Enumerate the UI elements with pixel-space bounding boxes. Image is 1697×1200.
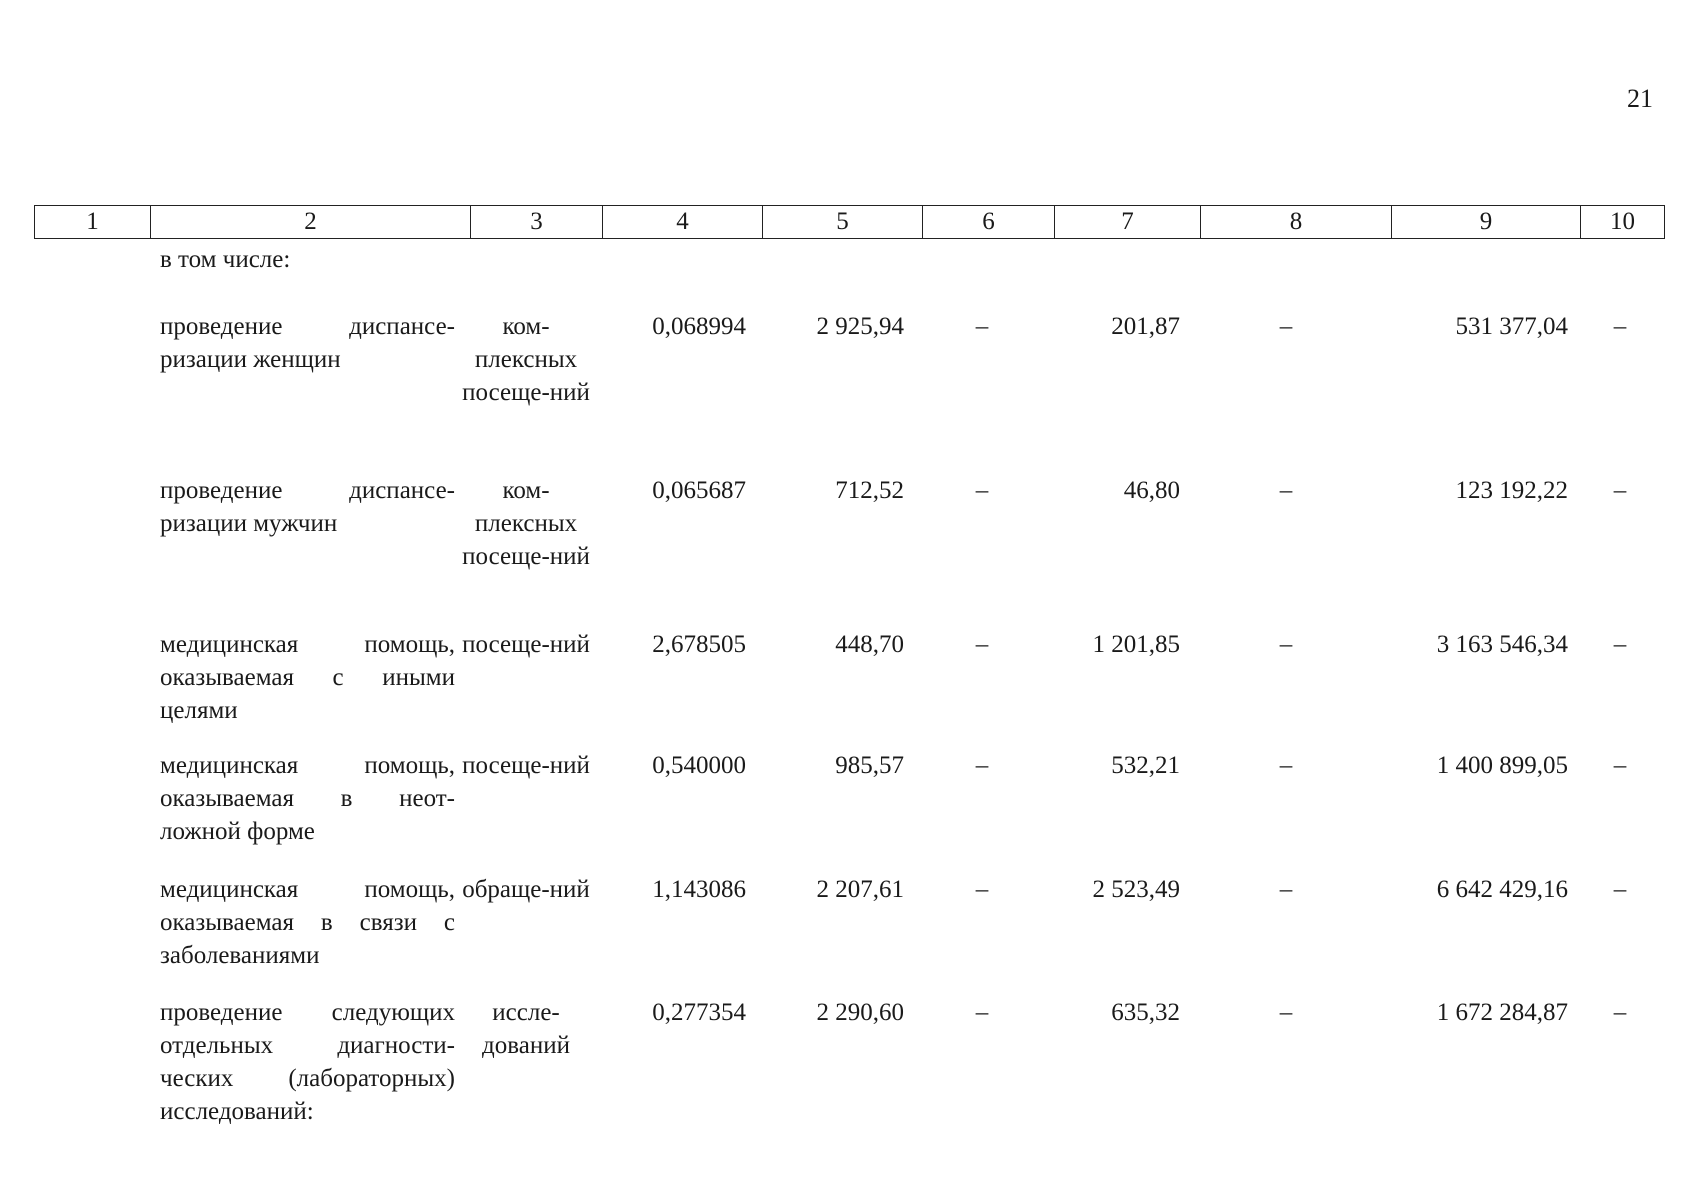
row-unit: обраще-ний [462, 876, 590, 903]
row-name: проведение диспансе-ризации женщин [160, 313, 455, 373]
row-value-col5: 985,57 [835, 752, 904, 779]
row-value-col5: 2 207,61 [816, 876, 904, 903]
row-value-col8: – [1279, 999, 1293, 1026]
row-name: проведение диспансе-ризации мужчин [160, 477, 455, 537]
row-value-col8: – [1279, 752, 1293, 779]
row-value-col4: 0,540000 [652, 752, 746, 779]
row-value-col7: 2 523,49 [1092, 876, 1180, 903]
row-unit: ком-плексных посеще-ний [462, 313, 590, 406]
row-value-col7: 201,87 [1111, 313, 1180, 340]
row-unit: иссле-дований [482, 999, 570, 1059]
row-name: медицинская помощь, оказываемая в неот-ложной форме [160, 752, 455, 845]
row-value-col6: – [975, 631, 989, 658]
row-value-col4: 2,678505 [652, 631, 746, 658]
row-value-col9: 123 192,22 [1455, 477, 1568, 504]
row-value-col6: – [975, 752, 989, 779]
row-value-col9: 3 163 546,34 [1436, 631, 1568, 658]
row-value-col5: 448,70 [835, 631, 904, 658]
row-unit: посеще-ний [462, 631, 590, 658]
page-number: 21 [1627, 84, 1653, 113]
row-name: медицинская помощь, оказываемая с иными целями [160, 631, 455, 724]
row-value-col9: 531 377,04 [1455, 313, 1568, 340]
row-value-col9: 1 672 284,87 [1436, 999, 1568, 1026]
row-value-col7: 1 201,85 [1092, 631, 1180, 658]
header-col-8: 8 [1201, 206, 1392, 239]
row-value-col10: – [1613, 631, 1627, 658]
row-value-col8: – [1279, 876, 1293, 903]
row-value-col10: – [1613, 313, 1627, 340]
row-value-col7: 635,32 [1111, 999, 1180, 1026]
row-value-col9: 1 400 899,05 [1436, 752, 1568, 779]
row-value-col10: – [1613, 999, 1627, 1026]
row-value-col4: 0,065687 [652, 477, 746, 504]
row-value-col9: 6 642 429,16 [1436, 876, 1568, 903]
row-value-col5: 2 290,60 [816, 999, 904, 1026]
header-col-6: 6 [923, 206, 1055, 239]
row-value-col6: – [975, 876, 989, 903]
row-name: медицинская помощь, оказываемая в связи с заболеваниями [160, 876, 455, 969]
header-col-10: 10 [1581, 206, 1665, 239]
header-col-2: 2 [151, 206, 471, 239]
row-value-col6: – [975, 999, 989, 1026]
header-row [35, 206, 1665, 239]
row-value-col10: – [1613, 477, 1627, 504]
row-value-col8: – [1279, 313, 1293, 340]
row-value-col4: 1,143086 [652, 876, 746, 903]
row-value-col6: – [975, 477, 989, 504]
header-col-3: 3 [471, 206, 603, 239]
row-value-col4: 0,277354 [652, 999, 746, 1026]
row-value-col4: 0,068994 [652, 313, 746, 340]
row-value-col8: – [1279, 631, 1293, 658]
row-value-col5: 2 925,94 [816, 313, 904, 340]
section-subtitle: в том числе: [160, 246, 291, 273]
row-unit: ком-плексных посеще-ний [462, 477, 590, 570]
row-value-col8: – [1279, 477, 1293, 504]
row-unit: посеще-ний [462, 752, 590, 779]
row-name: проведение следующих отдельных диагности-ческих (лабораторных) исследований: [160, 999, 455, 1125]
row-value-col10: – [1613, 876, 1627, 903]
header-col-1: 1 [35, 206, 151, 239]
header-col-7: 7 [1055, 206, 1201, 239]
row-value-col7: 46,80 [1123, 477, 1180, 504]
header-col-5: 5 [763, 206, 923, 239]
row-value-col6: – [975, 313, 989, 340]
row-value-col5: 712,52 [835, 477, 904, 504]
header-col-9: 9 [1392, 206, 1581, 239]
row-value-col7: 532,21 [1111, 752, 1180, 779]
row-value-col10: – [1613, 752, 1627, 779]
column-number-header [34, 205, 1665, 239]
header-col-4: 4 [603, 206, 763, 239]
